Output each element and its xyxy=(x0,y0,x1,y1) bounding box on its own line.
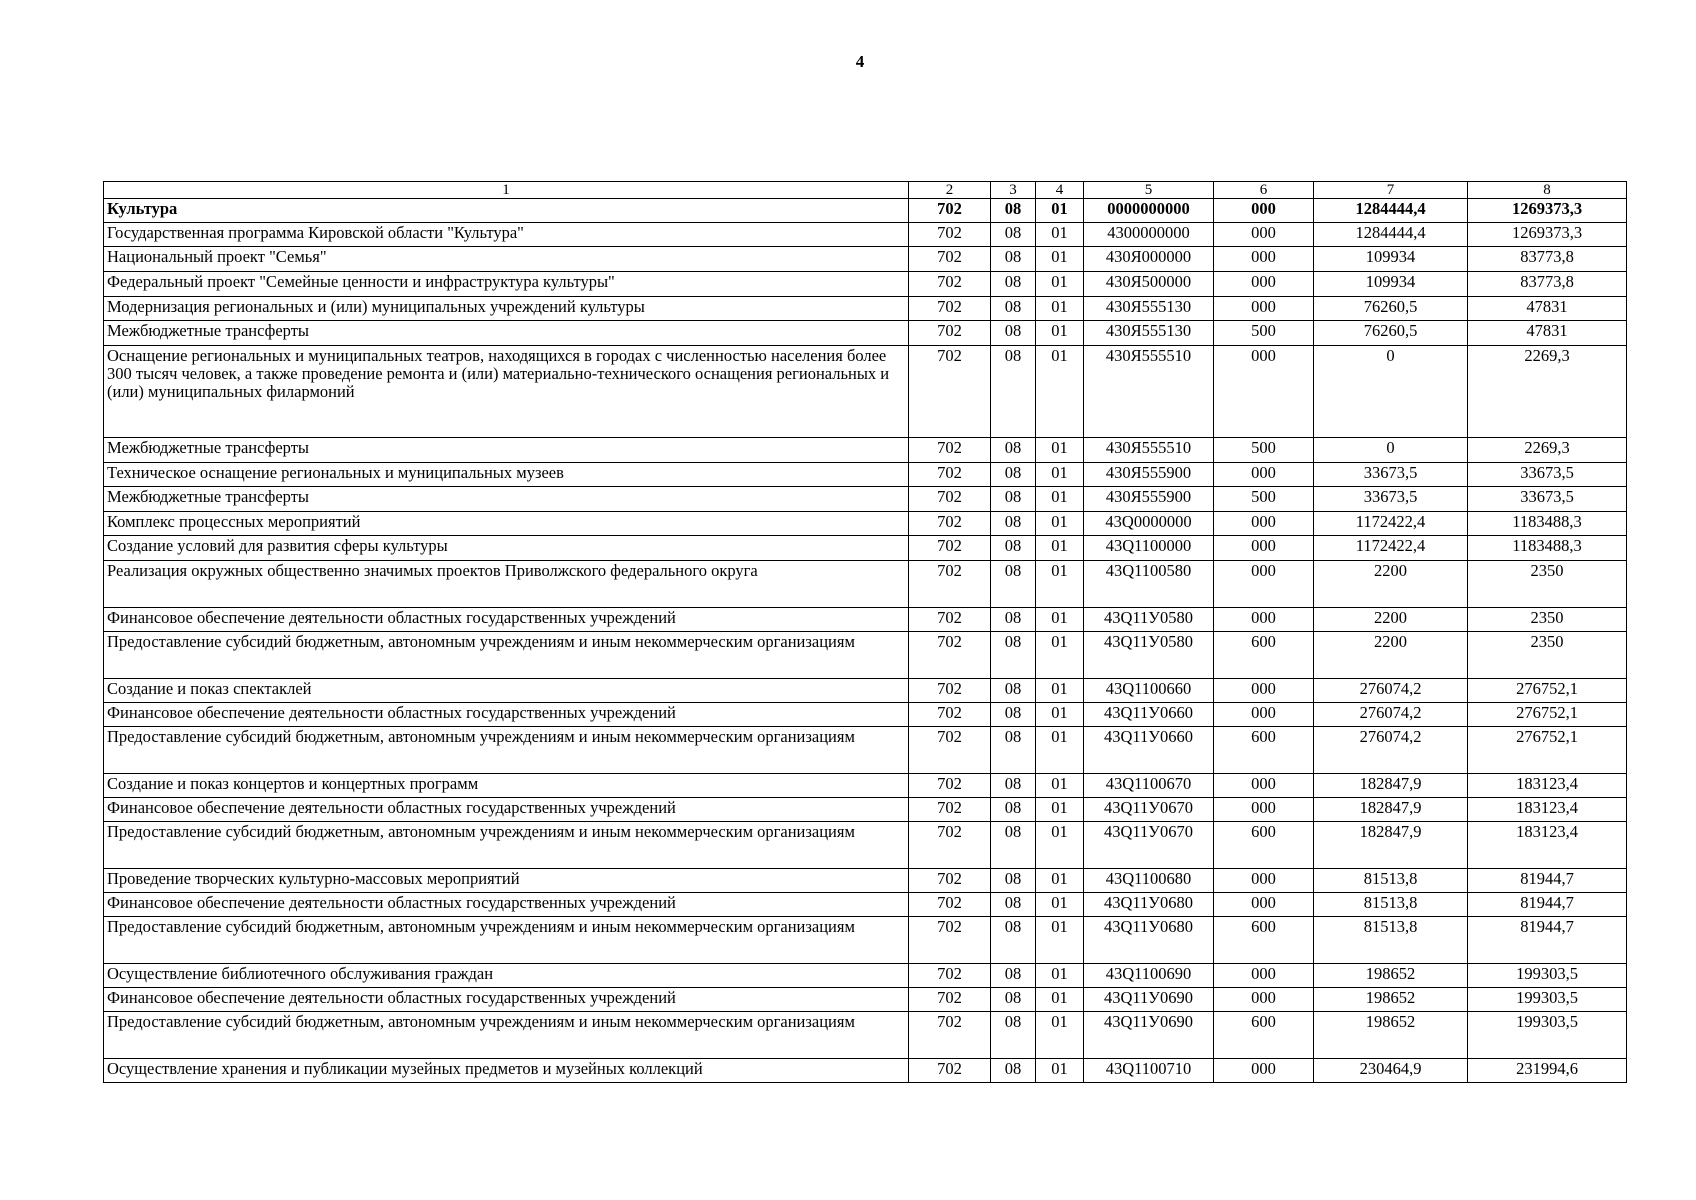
row-col-2: 702 xyxy=(909,608,991,632)
row-col-2: 702 xyxy=(909,679,991,703)
row-col-7: 109934 xyxy=(1314,247,1468,272)
row-name: Культура xyxy=(104,199,909,223)
table-row xyxy=(104,964,1627,988)
row-name: Финансовое обеспечение деятельности областных государственных учреждений xyxy=(104,608,909,632)
table-row xyxy=(104,679,1627,703)
row-col-2: 702 xyxy=(909,1059,991,1083)
row-col-8: 2269,3 xyxy=(1468,346,1627,438)
row-col-4: 01 xyxy=(1036,679,1084,703)
row-col-8: 1183488,3 xyxy=(1468,512,1627,536)
row-col-2: 702 xyxy=(909,703,991,727)
row-col-7: 276074,2 xyxy=(1314,703,1468,727)
row-name: Предоставление субсидий бюджетным, автономным учреждениям и иным некоммерческим организациям xyxy=(104,1012,909,1059)
row-col-5: 43Q11У0580 xyxy=(1084,608,1214,632)
row-col-8: 2350 xyxy=(1468,561,1627,608)
row-col-2: 702 xyxy=(909,869,991,893)
row-col-5: 43Q11У0580 xyxy=(1084,632,1214,679)
row-col-3: 08 xyxy=(991,964,1036,988)
row-col-5: 43Q1100710 xyxy=(1084,1059,1214,1083)
row-col-4: 01 xyxy=(1036,321,1084,346)
row-col-5: 430Я555510 xyxy=(1084,346,1214,438)
row-col-6: 000 xyxy=(1214,798,1314,822)
row-col-5: 4300000000 xyxy=(1084,223,1214,247)
row-name: Комплекс процессных мероприятий xyxy=(104,512,909,536)
row-col-8: 199303,5 xyxy=(1468,964,1627,988)
row-col-3: 08 xyxy=(991,346,1036,438)
row-col-4: 01 xyxy=(1036,297,1084,321)
row-col-2: 702 xyxy=(909,272,991,297)
table-row xyxy=(104,798,1627,822)
row-col-5: 43Q1100670 xyxy=(1084,774,1214,798)
row-col-3: 08 xyxy=(991,893,1036,917)
table-row xyxy=(104,869,1627,893)
row-col-4: 01 xyxy=(1036,703,1084,727)
row-name: Национальный проект "Семья" xyxy=(104,247,909,272)
row-col-3: 08 xyxy=(991,822,1036,869)
row-col-7: 2200 xyxy=(1314,632,1468,679)
row-col-4: 01 xyxy=(1036,223,1084,247)
row-col-3: 08 xyxy=(991,703,1036,727)
row-name: Предоставление субсидий бюджетным, автономным учреждениям и иным некоммерческим организациям xyxy=(104,917,909,964)
row-col-3: 08 xyxy=(991,1059,1036,1083)
row-col-5: 430Я000000 xyxy=(1084,247,1214,272)
row-col-7: 76260,5 xyxy=(1314,321,1468,346)
row-col-7: 81513,8 xyxy=(1314,869,1468,893)
row-col-6: 000 xyxy=(1214,346,1314,438)
row-col-6: 000 xyxy=(1214,964,1314,988)
column-header-row xyxy=(104,182,1627,199)
row-col-3: 08 xyxy=(991,632,1036,679)
row-col-7: 1284444,4 xyxy=(1314,199,1468,223)
row-col-6: 000 xyxy=(1214,223,1314,247)
row-col-7: 198652 xyxy=(1314,1012,1468,1059)
row-col-7: 81513,8 xyxy=(1314,917,1468,964)
row-col-3: 08 xyxy=(991,561,1036,608)
row-col-8: 83773,8 xyxy=(1468,272,1627,297)
table-row xyxy=(104,632,1627,679)
row-col-6: 000 xyxy=(1214,247,1314,272)
row-col-6: 500 xyxy=(1214,487,1314,512)
row-col-5: 43Q1100660 xyxy=(1084,679,1214,703)
table-row xyxy=(104,463,1627,487)
row-col-7: 0 xyxy=(1314,438,1468,463)
table-row xyxy=(104,247,1627,272)
row-col-5: 43Q11У0680 xyxy=(1084,893,1214,917)
column-header: 5 xyxy=(1084,182,1214,199)
table-row xyxy=(104,608,1627,632)
table-row xyxy=(104,917,1627,964)
row-col-8: 276752,1 xyxy=(1468,727,1627,774)
column-header: 8 xyxy=(1468,182,1627,199)
page-number: 4 xyxy=(855,52,865,71)
row-col-5: 43Q11У0670 xyxy=(1084,798,1214,822)
row-col-7: 182847,9 xyxy=(1314,774,1468,798)
row-col-3: 08 xyxy=(991,679,1036,703)
row-col-7: 81513,8 xyxy=(1314,893,1468,917)
row-col-8: 199303,5 xyxy=(1468,1012,1627,1059)
row-col-7: 230464,9 xyxy=(1314,1059,1468,1083)
row-col-3: 08 xyxy=(991,297,1036,321)
row-col-3: 08 xyxy=(991,1012,1036,1059)
row-col-6: 000 xyxy=(1214,703,1314,727)
row-col-3: 08 xyxy=(991,774,1036,798)
row-col-6: 000 xyxy=(1214,512,1314,536)
row-col-5: 430Я555900 xyxy=(1084,487,1214,512)
row-col-8: 276752,1 xyxy=(1468,703,1627,727)
row-col-8: 1269373,3 xyxy=(1468,199,1627,223)
row-col-5: 43Q11У0660 xyxy=(1084,703,1214,727)
row-col-7: 276074,2 xyxy=(1314,727,1468,774)
row-col-8: 183123,4 xyxy=(1468,822,1627,869)
table-row xyxy=(104,561,1627,608)
row-col-7: 1284444,4 xyxy=(1314,223,1468,247)
row-name: Финансовое обеспечение деятельности областных государственных учреждений xyxy=(104,893,909,917)
row-col-8: 81944,7 xyxy=(1468,869,1627,893)
row-col-2: 702 xyxy=(909,321,991,346)
row-col-7: 2200 xyxy=(1314,561,1468,608)
row-col-2: 702 xyxy=(909,964,991,988)
row-col-2: 702 xyxy=(909,798,991,822)
row-col-7: 33673,5 xyxy=(1314,463,1468,487)
row-col-2: 702 xyxy=(909,917,991,964)
row-name: Создание и показ спектаклей xyxy=(104,679,909,703)
row-col-7: 0 xyxy=(1314,346,1468,438)
row-col-4: 01 xyxy=(1036,869,1084,893)
row-col-5: 43Q11У0670 xyxy=(1084,822,1214,869)
row-col-4: 01 xyxy=(1036,822,1084,869)
row-col-3: 08 xyxy=(991,608,1036,632)
table-row xyxy=(104,703,1627,727)
row-col-8: 231994,6 xyxy=(1468,1059,1627,1083)
row-col-8: 47831 xyxy=(1468,321,1627,346)
row-col-3: 08 xyxy=(991,988,1036,1012)
row-col-6: 600 xyxy=(1214,917,1314,964)
row-col-4: 01 xyxy=(1036,632,1084,679)
table-row xyxy=(104,272,1627,297)
row-col-6: 600 xyxy=(1214,1012,1314,1059)
row-col-4: 01 xyxy=(1036,727,1084,774)
row-col-8: 183123,4 xyxy=(1468,798,1627,822)
row-col-6: 000 xyxy=(1214,988,1314,1012)
row-name: Осуществление библиотечного обслуживания граждан xyxy=(104,964,909,988)
row-col-6: 600 xyxy=(1214,727,1314,774)
row-name: Межбюджетные трансферты xyxy=(104,487,909,512)
row-col-2: 702 xyxy=(909,536,991,561)
row-col-6: 000 xyxy=(1214,1059,1314,1083)
row-col-3: 08 xyxy=(991,917,1036,964)
row-col-7: 198652 xyxy=(1314,964,1468,988)
row-col-6: 000 xyxy=(1214,463,1314,487)
row-name: Государственная программа Кировской области "Культура" xyxy=(104,223,909,247)
row-col-8: 33673,5 xyxy=(1468,463,1627,487)
row-col-3: 08 xyxy=(991,487,1036,512)
row-col-3: 08 xyxy=(991,463,1036,487)
row-col-3: 08 xyxy=(991,199,1036,223)
row-name: Модернизация региональных и (или) муниципальных учреждений культуры xyxy=(104,297,909,321)
row-col-8: 47831 xyxy=(1468,297,1627,321)
row-col-7: 76260,5 xyxy=(1314,297,1468,321)
row-col-4: 01 xyxy=(1036,774,1084,798)
row-col-5: 430Я555900 xyxy=(1084,463,1214,487)
row-col-5: 43Q1100690 xyxy=(1084,964,1214,988)
row-col-5: 43Q1100680 xyxy=(1084,869,1214,893)
row-col-5: 43Q11У0680 xyxy=(1084,917,1214,964)
table-row xyxy=(104,893,1627,917)
row-col-5: 430Я555130 xyxy=(1084,321,1214,346)
row-name: Создание и показ концертов и концертных программ xyxy=(104,774,909,798)
row-col-3: 08 xyxy=(991,536,1036,561)
row-col-6: 500 xyxy=(1214,438,1314,463)
row-name: Финансовое обеспечение деятельности областных государственных учреждений xyxy=(104,703,909,727)
row-col-7: 1172422,4 xyxy=(1314,536,1468,561)
row-col-6: 000 xyxy=(1214,893,1314,917)
row-col-2: 702 xyxy=(909,561,991,608)
row-col-3: 08 xyxy=(991,321,1036,346)
row-col-5: 43Q11У0690 xyxy=(1084,988,1214,1012)
row-col-6: 500 xyxy=(1214,321,1314,346)
row-col-5: 430Я500000 xyxy=(1084,272,1214,297)
row-col-8: 1183488,3 xyxy=(1468,536,1627,561)
row-name: Создание условий для развития сферы культуры xyxy=(104,536,909,561)
row-col-4: 01 xyxy=(1036,1059,1084,1083)
row-col-2: 702 xyxy=(909,346,991,438)
row-col-5: 43Q0000000 xyxy=(1084,512,1214,536)
row-col-6: 000 xyxy=(1214,608,1314,632)
row-col-2: 702 xyxy=(909,199,991,223)
row-col-7: 182847,9 xyxy=(1314,822,1468,869)
table-row xyxy=(104,727,1627,774)
row-col-7: 276074,2 xyxy=(1314,679,1468,703)
row-col-2: 702 xyxy=(909,1012,991,1059)
row-col-4: 01 xyxy=(1036,199,1084,223)
row-col-4: 01 xyxy=(1036,798,1084,822)
table-row xyxy=(104,321,1627,346)
row-col-7: 33673,5 xyxy=(1314,487,1468,512)
row-col-5: 43Q1100000 xyxy=(1084,536,1214,561)
row-col-7: 182847,9 xyxy=(1314,798,1468,822)
table-row xyxy=(104,988,1627,1012)
row-col-4: 01 xyxy=(1036,561,1084,608)
row-col-7: 109934 xyxy=(1314,272,1468,297)
row-col-6: 000 xyxy=(1214,679,1314,703)
row-col-3: 08 xyxy=(991,727,1036,774)
table-row xyxy=(104,1059,1627,1083)
row-col-8: 33673,5 xyxy=(1468,487,1627,512)
row-name: Межбюджетные трансферты xyxy=(104,321,909,346)
row-name: Проведение творческих культурно-массовых мероприятий xyxy=(104,869,909,893)
row-col-7: 1172422,4 xyxy=(1314,512,1468,536)
row-col-6: 000 xyxy=(1214,561,1314,608)
table-row xyxy=(104,487,1627,512)
row-col-2: 702 xyxy=(909,487,991,512)
row-col-5: 43Q1100580 xyxy=(1084,561,1214,608)
row-col-6: 000 xyxy=(1214,297,1314,321)
column-header: 4 xyxy=(1036,182,1084,199)
row-col-8: 2269,3 xyxy=(1468,438,1627,463)
row-col-6: 000 xyxy=(1214,774,1314,798)
row-col-2: 702 xyxy=(909,988,991,1012)
row-col-3: 08 xyxy=(991,798,1036,822)
row-col-5: 430Я555130 xyxy=(1084,297,1214,321)
row-col-4: 01 xyxy=(1036,1012,1084,1059)
row-col-8: 1269373,3 xyxy=(1468,223,1627,247)
row-col-4: 01 xyxy=(1036,438,1084,463)
row-col-7: 2200 xyxy=(1314,608,1468,632)
row-col-2: 702 xyxy=(909,463,991,487)
row-col-8: 199303,5 xyxy=(1468,988,1627,1012)
table-row xyxy=(104,536,1627,561)
row-col-2: 702 xyxy=(909,223,991,247)
table-row xyxy=(104,297,1627,321)
row-col-3: 08 xyxy=(991,438,1036,463)
row-col-6: 000 xyxy=(1214,536,1314,561)
row-col-8: 276752,1 xyxy=(1468,679,1627,703)
row-name: Техническое оснащение региональных и муниципальных музеев xyxy=(104,463,909,487)
row-col-3: 08 xyxy=(991,223,1036,247)
column-header: 7 xyxy=(1314,182,1468,199)
row-col-2: 702 xyxy=(909,727,991,774)
row-col-4: 01 xyxy=(1036,463,1084,487)
row-col-3: 08 xyxy=(991,247,1036,272)
row-col-3: 08 xyxy=(991,272,1036,297)
row-col-2: 702 xyxy=(909,632,991,679)
row-col-4: 01 xyxy=(1036,272,1084,297)
row-col-5: 43Q11У0690 xyxy=(1084,1012,1214,1059)
column-header: 3 xyxy=(991,182,1036,199)
row-col-6: 000 xyxy=(1214,869,1314,893)
row-col-2: 702 xyxy=(909,297,991,321)
row-name: Оснащение региональных и муниципальных театров, находящихся в городах с численностью населения более 300 тысяч человек, а также проведение ремонта и (или) материально-технического оснащения региональных и (или) муниципальных филармоний xyxy=(104,346,909,438)
row-col-5: 0000000000 xyxy=(1084,199,1214,223)
row-name: Финансовое обеспечение деятельности областных государственных учреждений xyxy=(104,798,909,822)
table-body xyxy=(104,182,1627,1083)
table-row xyxy=(104,438,1627,463)
row-col-8: 183123,4 xyxy=(1468,774,1627,798)
row-name: Федеральный проект "Семейные ценности и инфраструктура культуры" xyxy=(104,272,909,297)
row-col-5: 430Я555510 xyxy=(1084,438,1214,463)
table-row xyxy=(104,223,1627,247)
table-row xyxy=(104,1012,1627,1059)
row-name: Предоставление субсидий бюджетным, автономным учреждениям и иным некоммерческим организациям xyxy=(104,632,909,679)
table-row xyxy=(104,774,1627,798)
row-col-4: 01 xyxy=(1036,536,1084,561)
row-col-4: 01 xyxy=(1036,346,1084,438)
row-col-6: 600 xyxy=(1214,632,1314,679)
row-col-6: 000 xyxy=(1214,272,1314,297)
row-col-4: 01 xyxy=(1036,487,1084,512)
row-col-6: 600 xyxy=(1214,822,1314,869)
table-row xyxy=(104,822,1627,869)
row-col-4: 01 xyxy=(1036,608,1084,632)
row-col-4: 01 xyxy=(1036,988,1084,1012)
row-name: Финансовое обеспечение деятельности областных государственных учреждений xyxy=(104,988,909,1012)
row-name: Осуществление хранения и публикации музейных предметов и музейных коллекций xyxy=(104,1059,909,1083)
row-col-5: 43Q11У0660 xyxy=(1084,727,1214,774)
row-name: Предоставление субсидий бюджетным, автономным учреждениям и иным некоммерческим организациям xyxy=(104,822,909,869)
row-name: Реализация окружных общественно значимых проектов Приволжского федерального округа xyxy=(104,561,909,608)
row-col-3: 08 xyxy=(991,869,1036,893)
table-row xyxy=(104,199,1627,223)
row-col-4: 01 xyxy=(1036,893,1084,917)
row-col-4: 01 xyxy=(1036,917,1084,964)
column-header: 1 xyxy=(104,182,909,199)
row-col-4: 01 xyxy=(1036,512,1084,536)
row-name: Предоставление субсидий бюджетным, автономным учреждениям и иным некоммерческим организациям xyxy=(104,727,909,774)
row-col-8: 2350 xyxy=(1468,608,1627,632)
row-col-7: 198652 xyxy=(1314,988,1468,1012)
table-row xyxy=(104,346,1627,438)
row-col-2: 702 xyxy=(909,822,991,869)
row-col-2: 702 xyxy=(909,438,991,463)
row-col-8: 83773,8 xyxy=(1468,247,1627,272)
table-row xyxy=(104,512,1627,536)
row-name: Межбюджетные трансферты xyxy=(104,438,909,463)
row-col-3: 08 xyxy=(991,512,1036,536)
row-col-2: 702 xyxy=(909,774,991,798)
row-col-8: 81944,7 xyxy=(1468,893,1627,917)
row-col-4: 01 xyxy=(1036,964,1084,988)
row-col-2: 702 xyxy=(909,512,991,536)
column-header: 6 xyxy=(1214,182,1314,199)
row-col-6: 000 xyxy=(1214,199,1314,223)
column-header: 2 xyxy=(909,182,991,199)
row-col-8: 2350 xyxy=(1468,632,1627,679)
row-col-2: 702 xyxy=(909,893,991,917)
row-col-2: 702 xyxy=(909,247,991,272)
row-col-8: 81944,7 xyxy=(1468,917,1627,964)
budget-table xyxy=(103,181,1627,1083)
row-col-4: 01 xyxy=(1036,247,1084,272)
